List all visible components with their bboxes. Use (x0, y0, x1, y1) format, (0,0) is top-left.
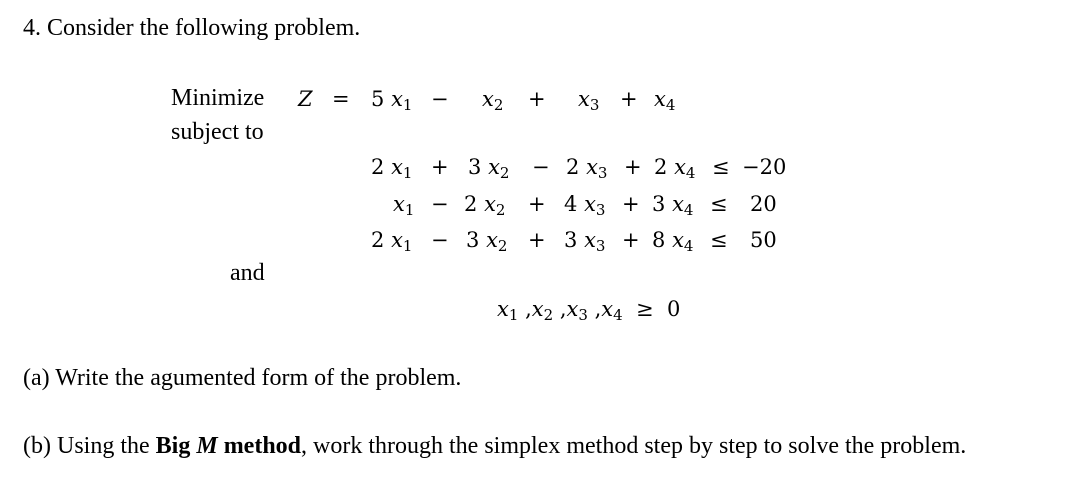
constraint-2-rel: ≤ (710, 192, 728, 216)
constraint-1-term3: 2 $x_3$ (566, 155, 608, 182)
constraint-1-rhs: −20 (742, 155, 787, 179)
constraint-2-op1: − (431, 192, 449, 216)
constraint-3-op2: + (528, 228, 546, 252)
minimize-label: Minimize (171, 85, 265, 111)
objective-op2: + (528, 87, 546, 111)
constraint-3-rel: ≤ (710, 228, 728, 252)
constraint-3-op1: − (431, 228, 449, 252)
objective-op1: − (431, 87, 449, 111)
constraint-1-rel: ≤ (712, 155, 730, 179)
part-b-question: (b) Using the Big M method, work through the simplex method step by step to solve the problem. (23, 433, 967, 459)
subject-to-label: subject to (171, 119, 264, 145)
constraint-1-term2: 3 $x_2$ (468, 155, 510, 182)
constraint-3-term2: 3 $x_2$ (466, 228, 508, 255)
objective-term1: 5 $x_1$ (371, 87, 413, 114)
constraint-3-term3: 3 $x_3$ (564, 228, 606, 255)
constraint-2-term2: 2 $x_2$ (464, 192, 506, 219)
constraint-2-op2: + (528, 192, 546, 216)
objective-eq: = (332, 87, 350, 111)
constraint-3-term4: 8 $x_4$ (652, 228, 694, 255)
constraint-3-term1: 2 $x_1$ (371, 228, 413, 255)
objective-term4: $x_4$ (654, 87, 676, 114)
constraint-1-op1: + (431, 155, 449, 179)
constraint-1-op3: + (624, 155, 642, 179)
constraint-3-rhs: 50 (750, 228, 777, 252)
constraint-2-op3: + (622, 192, 640, 216)
constraint-1-term4: 2 $x_4$ (654, 155, 696, 182)
objective-var: Z (298, 87, 313, 111)
part-a-question: (a) Write the agumented form of the problem. (23, 365, 462, 391)
objective-term2: $x_2$ (482, 87, 504, 114)
problem-heading: 4. Consider the following problem. (23, 15, 361, 41)
constraint-2-rhs: 20 (750, 192, 777, 216)
constraint-2-term1: $x_1$ (393, 192, 415, 219)
constraint-1-term1: 2 $x_1$ (371, 155, 413, 182)
nonnegativity-constraint: $x_1$ $,x_2$ $,x_3$ $,x_4 \ge 0$ (497, 297, 681, 324)
constraint-2-term4: 3 $x_4$ (652, 192, 694, 219)
constraint-2-term3: 4 $x_3$ (564, 192, 606, 219)
objective-op3: + (620, 87, 638, 111)
constraint-3-op3: + (622, 228, 640, 252)
and-label: and (230, 260, 265, 286)
constraint-1-op2: − (532, 155, 550, 179)
objective-term3: $x_3$ (578, 87, 600, 114)
